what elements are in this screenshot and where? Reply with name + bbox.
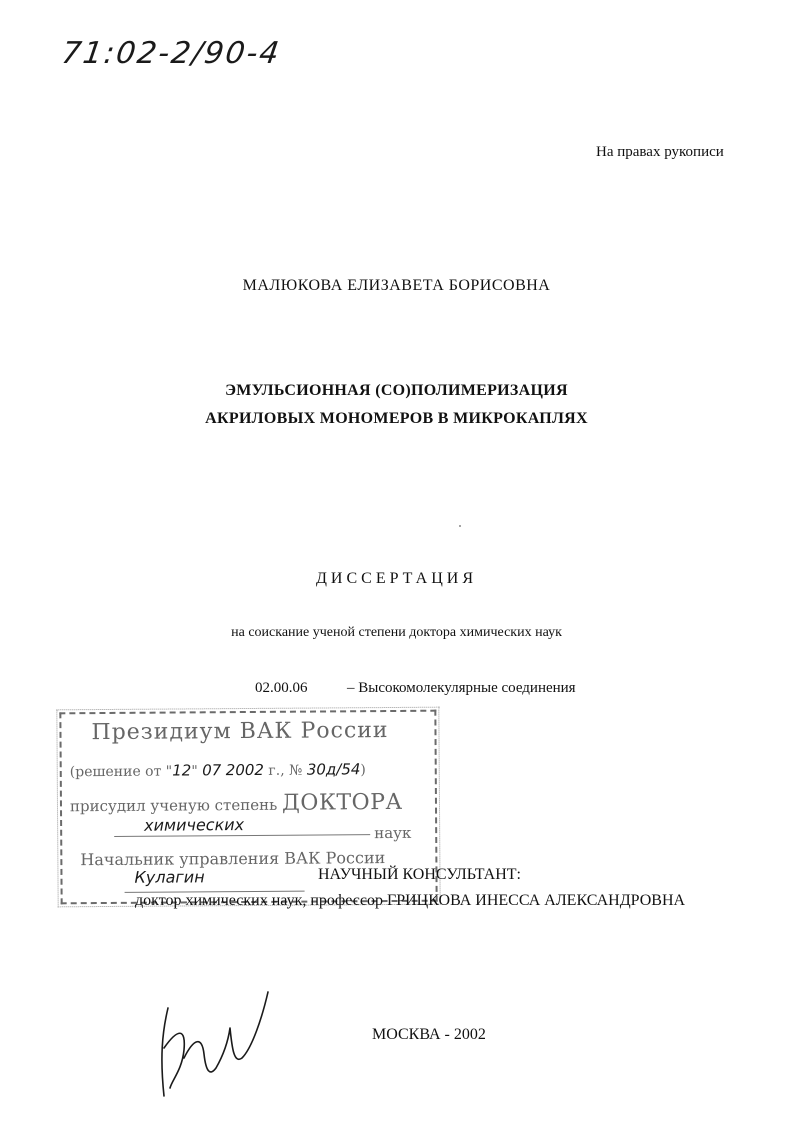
stamp-decision-suffix: ) xyxy=(360,762,366,779)
author-name: МАЛЮКОВА ЕЛИЗАВЕТА БОРИСОВНА xyxy=(242,277,551,294)
specialty-name: – Высокомолекулярные соединения xyxy=(347,680,576,696)
archive-code-handwritten: 71:02-2/90-4 xyxy=(59,36,284,71)
city-year: МОСКВА - 2002 xyxy=(372,1026,486,1043)
consultant-label: НАУЧНЫЙ КОНСУЛЬТАНТ: xyxy=(318,866,521,883)
stamp-decision-prefix: (решение от " xyxy=(69,763,173,781)
stamp-title: Президиум ВАК России xyxy=(91,718,389,746)
author-signature-icon xyxy=(150,988,275,1108)
stamp-year: 2002 xyxy=(225,760,265,780)
stamp-awarded-line xyxy=(70,790,403,817)
specialty-code: 02.00.06 xyxy=(255,680,308,696)
consultant-name: доктор химических наук, профессор ГРИЦКОВА ИНЕССА АЛЕКСАНДРОВНА xyxy=(135,892,686,909)
stamp-day: 12 xyxy=(172,761,192,780)
title-line-2: АКРИЛОВЫХ МОНОМЕРОВ В МИКРОКАПЛЯХ xyxy=(205,410,588,427)
stamp-month: 07 xyxy=(202,761,222,780)
stamp-year-suffix: г., № xyxy=(263,762,307,779)
scan-speck xyxy=(459,525,461,527)
rights-note: На правах рукописи xyxy=(596,144,724,160)
document-type: ДИССЕРТАЦИЯ xyxy=(316,570,477,587)
degree-line: на соискание ученой степени доктора химических наук xyxy=(231,625,562,640)
stamp-month-sep: " xyxy=(191,763,203,780)
stamp-awarded-prefix: присудил ученую степень xyxy=(69,795,283,816)
title-line-1: ЭМУЛЬСИОННАЯ (СО)ПОЛИМЕРИЗАЦИЯ xyxy=(225,382,568,399)
stamp-decision-line xyxy=(70,760,366,780)
stamp-number: 30д/54 xyxy=(306,760,361,779)
stamp-signature: Кулагин xyxy=(134,867,205,887)
stamp-degree-word: ДОКТОРА xyxy=(281,789,403,816)
stamp-head-title: Начальник управления ВАК России xyxy=(80,848,386,870)
stamp-science-word: наук xyxy=(374,823,412,843)
stamp-field: химических xyxy=(144,815,245,835)
